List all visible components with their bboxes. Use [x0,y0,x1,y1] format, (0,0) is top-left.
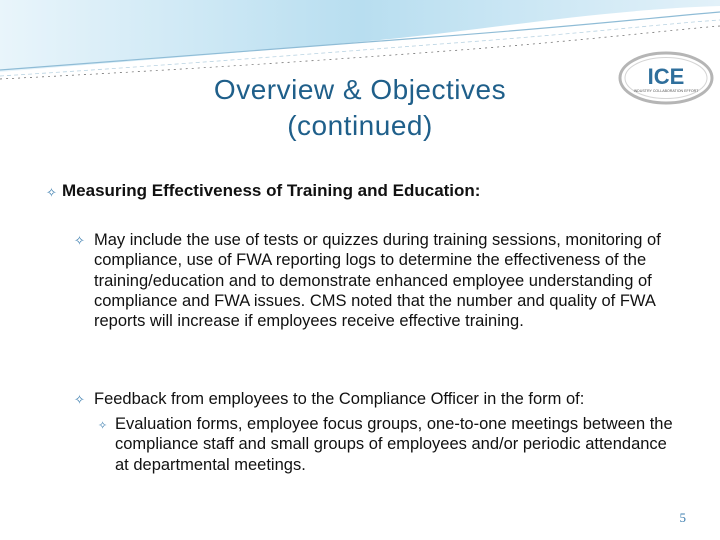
bullet-tests-quizzes [74,230,684,331]
heading-bullet [46,180,480,204]
bullet-feedback [74,389,684,410]
ice-logo-icon [618,50,714,106]
page-number: 5 [679,510,686,525]
bullet-text: May include the use of tests or quizzes during training sessions, monitoring of compliance, use of FWA reporting logs to determine the effectiveness of the training/education and to demonstrate enhanced employee understanding of compliance and FWA issues. CMS noted that the number and quality of FWA reports will increase if employees receive effective training. [94,231,661,331]
title-line-2: (continued) [287,110,433,141]
bullet-text: Feedback from employees to the Compliance Officer in the form of: [94,390,585,408]
sub-bullet-icon: ✧ [98,420,108,432]
heading-text: Measuring Effectiveness of Training and Education: [62,181,481,200]
title-line-1: Overview & Objectives [213,74,507,105]
bullet-icon: ✧ [74,392,85,407]
bullet-icon: ✧ [46,185,57,200]
sub-bullet-evaluation [98,414,684,475]
bullet-icon: ✧ [74,233,85,248]
logo-tagline: INDUSTRY COLLABORATION EFFORT [633,89,699,93]
sub-bullet-text: Evaluation forms, employee focus groups, one-to-one meetings between the compliance staff and small groups of employees and/or periodic attendance at departmental meetings. [115,415,673,474]
logo-wordmark: ICE [647,64,685,89]
slide-title [140,72,580,144]
